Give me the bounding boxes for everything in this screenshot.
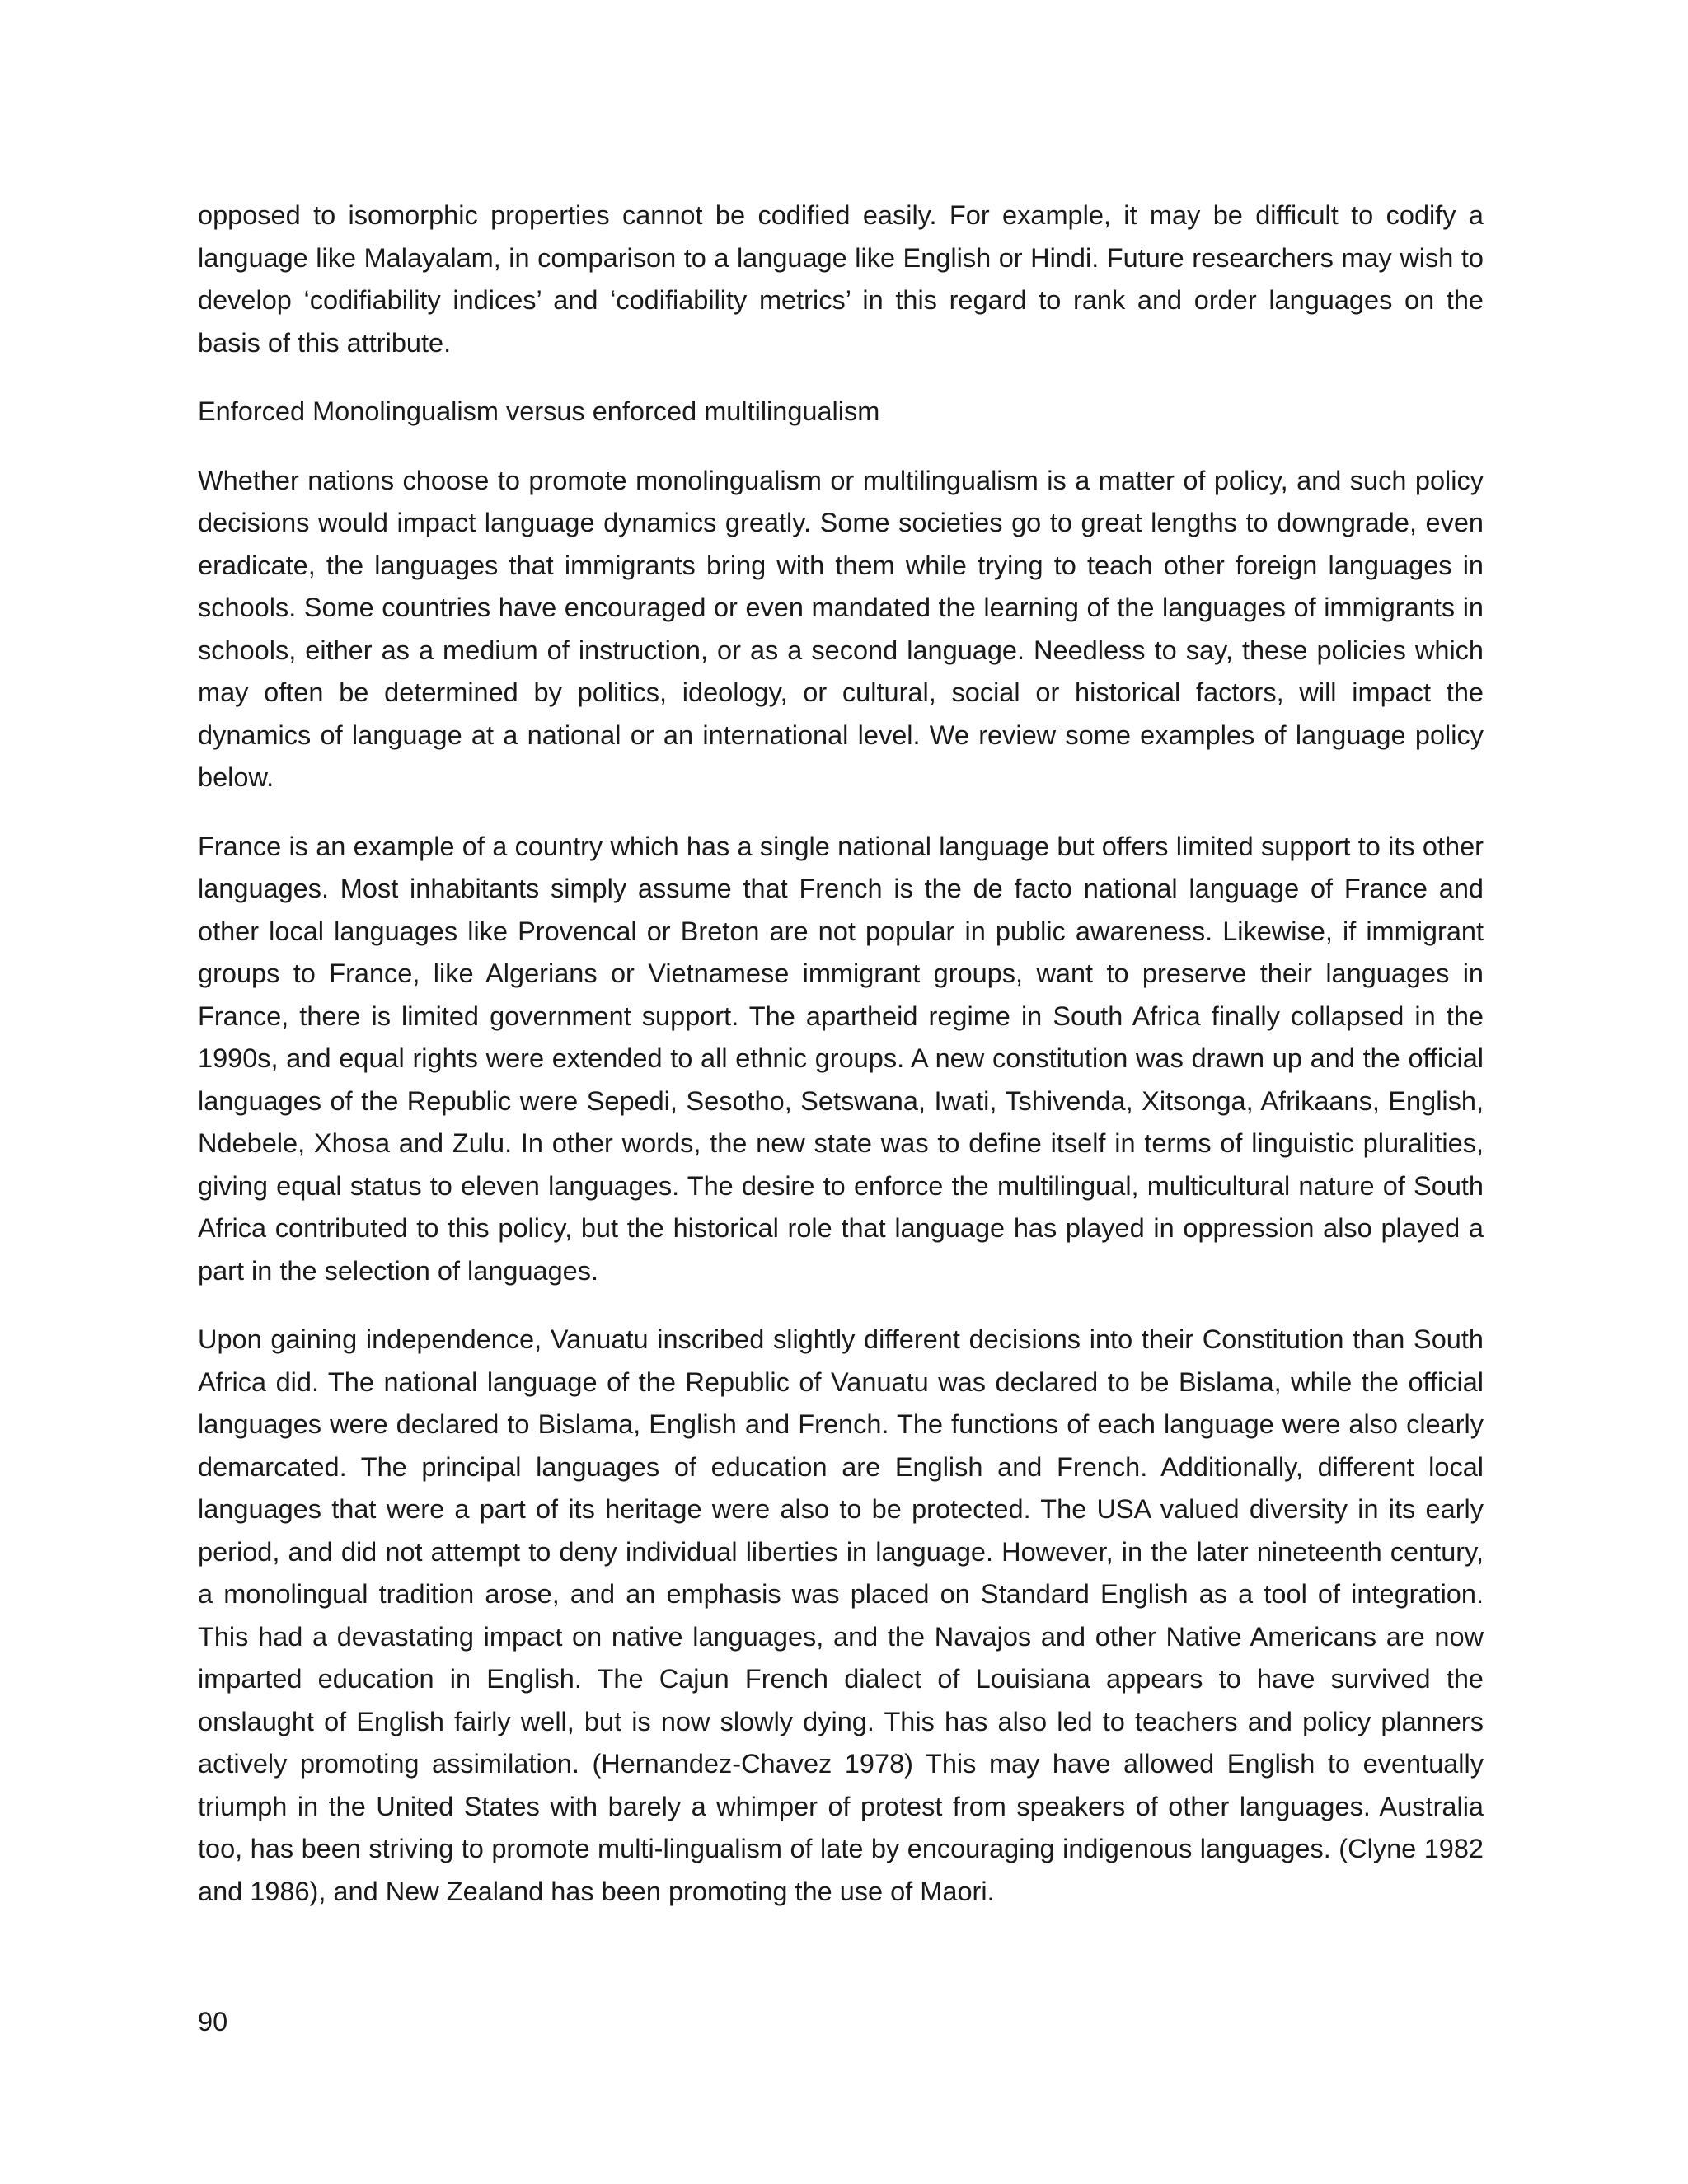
- paragraph-france-south-africa: France is an example of a country which has a single national language but offers limited support to its other languages. Most inhabitants simply assume that French is the de facto national language of France and other local languages like Provencal or Breton are not popular in public awareness. Likewise, if immigrant groups to France, like Algerians or Vietnamese immigrant groups, want to preserve their languages in France, there is limited government support. The apartheid regime in South Africa finally collapsed in the 1990s, and equal rights were extended to all ethnic groups. A new constitution was drawn up and the official languages of the Republic were Sepedi, Sesotho, Setswana, Iwati, Tshivenda, Xitsonga, Afrikaans, English, Ndebele, Xhosa and Zulu. In other words, the new state was to define itself in terms of linguistic pluralities, giving equal status to eleven languages. The desire to enforce the multilingual, multicultural nature of South Africa contributed to this policy, but the historical role that language has played in oppression also played a part in the selection of languages.: [198, 831, 1484, 1286]
- paragraph-language-policy: Whether nations choose to promote monolingualism or multilingualism is a matter of policy, and such policy decisions would impact language dynamics greatly. Some societies go to great lengths to downgrade, even eradicate, the languages that immigrants bring with them while trying to teach other foreign languages in schools. Some countries have encouraged or even mandated the learning of the languages of immigrants in schools, either as a medium of instruction, or as a second language. Needless to say, these policies which may often be determined by politics, ideology, or cultural, social or historical factors, will impact the dynamics of language at a national or an international level. We review some examples of language policy below.: [198, 465, 1484, 792]
- paragraph-codifiability: opposed to isomorphic properties cannot be codified easily. For example, it may be difficult to codify a language like Malayalam, in comparison to a language like English or Hindi. Future researchers may wish to develop ‘codifiability indices’ and ‘codifiability metrics’ in this regard to rank and order languages on the basis of this attribute.: [198, 200, 1484, 358]
- page-number: 90: [198, 2007, 228, 2036]
- paragraph-vanuatu-usa: Upon gaining independence, Vanuatu inscribed slightly different decisions into their Constitution than South Africa did. The national language of the Republic of Vanuatu was declared to be Bislama, while the official languages were declared to Bislama, English and French. The functions of each language were also clearly demarcated. The principal languages of education are English and French. Additionally, different local languages that were a part of its heritage were also to be protected. The USA valued diversity in its early period, and did not attempt to deny individual liberties in language. However, in the later nineteenth century, a monolingual tradition arose, and an emphasis was placed on Standard English as a tool of integration. This had a devastating impact on native languages, and the Navajos and other Native Americans are now imparted education in English. The Cajun French dialect of Louisiana appears to have survived the onslaught of English fairly well, but is now slowly dying. This has also led to teachers and policy planners actively promoting assimilation. (Hernandez-Chavez 1978) This may have allowed English to eventually triumph in the United States with barely a whimper of protest from speakers of other languages. Australia too, has been striving to promote multi-lingualism of late by encouraging indigenous languages. (Clyne 1982 and 1986), and New Zealand has been promoting the use of Maori.: [198, 1324, 1484, 1906]
- page-body: [198, 194, 1484, 1939]
- section-heading: Enforced Monolingualism versus enforced multilingualism: [198, 396, 880, 426]
